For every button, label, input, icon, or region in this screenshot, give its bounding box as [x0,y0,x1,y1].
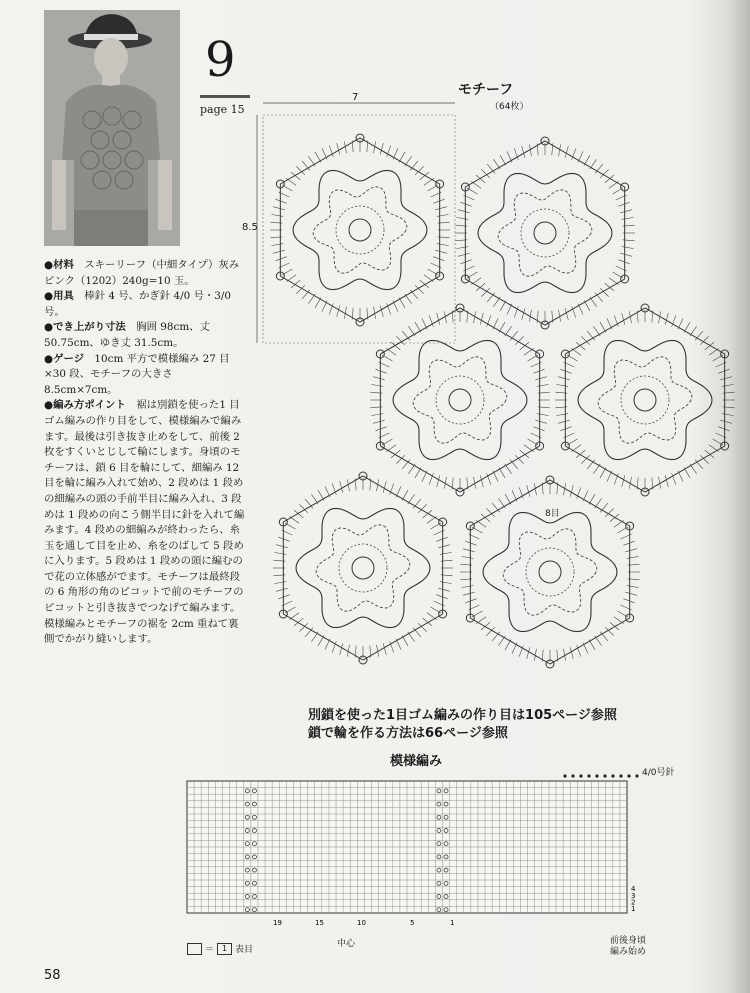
knitting-chart [185,773,645,937]
chart-row-number: 4 [631,885,636,894]
stitch-count-label: 8目 [545,509,560,519]
page-folio: 58 [44,968,61,983]
chart-column-number: 5 [410,919,415,927]
page-reference: page 15 [200,103,245,116]
spec-gauge: ●ゲージ 10cm 平方で模様編み 27 目×30 段、モチーフの大きさ 8.5cm×7cm。 [44,352,230,396]
chart-row-number: 2 [631,898,636,907]
legend-blank-box [187,943,202,955]
crochet-motif [555,304,735,496]
spec-tools: ●用具 棒針 4 号、かぎ針 4/0 号・3/0 号。 [44,290,232,318]
chart-center-label: 中心 [337,939,356,949]
crochet-motif [455,137,635,329]
spec-size: ●でき上がり寸法 胸囲 98cm、丈50.75cm、ゆき丈 31.5cm。 [44,321,210,349]
chart-start-label: 前後身頃 編み始め [609,936,646,957]
crochet-motif [370,304,550,496]
motif-title: モチーフ [458,82,514,98]
chart-legend: ＝ 1 表目 [187,942,253,955]
chart-column-number: 15 [315,919,324,927]
legend-meaning: 表目 [235,945,254,955]
model-photo [44,10,180,246]
spec-materials: ●材料 スキーリーフ（中細タイプ）灰みピンク（1202）240g=10 玉。 [44,259,240,287]
crochet-motif [273,472,453,664]
motif-bounding-box [263,115,455,343]
note-chain-ring: 鎖で輪を作る方法は66ページ参照 [308,726,508,741]
chart-column-number: 1 [450,919,455,927]
chart-column-number: 10 [357,919,366,927]
motif-diagram [245,85,735,699]
title-underline [200,95,250,98]
note-cast-on: 別鎖を使った1目ゴム編みの作り目は105ページ参照 [308,708,617,723]
spec-points: ●編み方ポイント 裾は別鎖を使った1 目ゴム編みの作り目をして、模様編みで編みます。最後は引き抜き止めをして、前後 2 枚をすくいとじして輪にします。身頃のモチーフは、鎖 6 目を輪にして、細編み 12 目を輪に編み入れて始め、2 段めは 1 段めの細編みの頭の手前半目に編み入れ、3 段めは 1 段めの向こう側半目に針を入れて編みます。4 段めの細編みが終わったら、糸玉を通して目を止め、糸をのばして 5 段めに入ります。5 段めは 1 段めの頭に編むので花の立体感がでます。モチーフは最終段の 6 角形の角のピコットで前のモチーフのピコットと引き抜きでつなげて編みます。模様編みとモチーフの裾を 2cm 重ねて裏側でかがり縫いします。 [44,399,245,646]
motif-height-label: 8.5 [242,222,258,233]
chart-title: 模様編み [390,754,443,769]
chart-column-number: 19 [273,919,282,927]
needle-note: 4/0号針 [642,768,675,778]
crochet-motif [270,134,450,326]
motif-width-label: 7 [352,92,359,103]
specs-block [44,258,246,648]
crochet-motif [460,476,640,668]
legend-knit-box: 1 [217,943,232,955]
pattern-number: 9 [205,32,236,88]
chart-row-number: 3 [631,891,636,900]
motif-count: （64枚） [490,102,529,112]
chart-row-number: 1 [631,905,636,913]
